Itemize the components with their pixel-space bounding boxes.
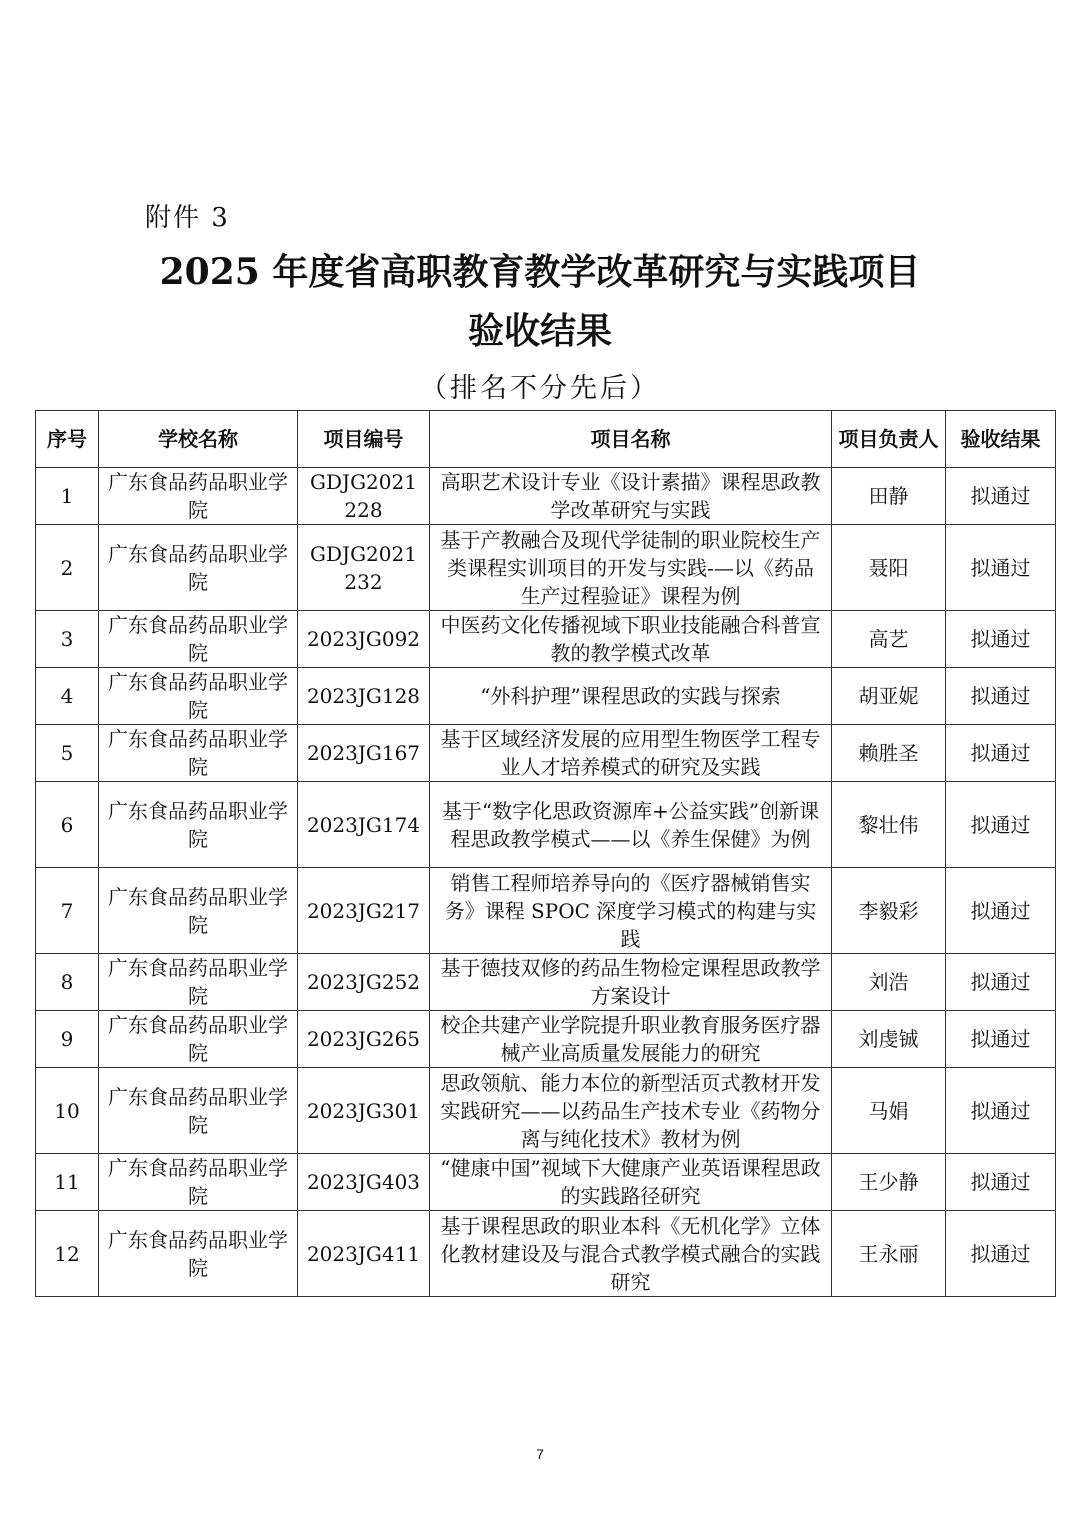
cell-result: 拟通过 bbox=[946, 725, 1056, 782]
cell-result: 拟通过 bbox=[946, 868, 1056, 954]
cell-school: 广东食品药品职业学院 bbox=[99, 868, 298, 954]
document-title-line1: 2025 年度省高职教育教学改革研究与实践项目 bbox=[159, 251, 921, 293]
cell-school: 广东食品药品职业学院 bbox=[99, 1068, 298, 1154]
cell-no: 12 bbox=[36, 1211, 99, 1297]
table-row bbox=[36, 1154, 1056, 1211]
cell-result: 拟通过 bbox=[946, 1154, 1056, 1211]
table-row bbox=[36, 468, 1056, 525]
cell-code: 2023JG092 bbox=[298, 611, 430, 668]
cell-leader: 马娟 bbox=[832, 1068, 946, 1154]
cell-project-name: “外科护理”课程思政的实践与探索 bbox=[430, 668, 832, 725]
cell-code: 2023JG174 bbox=[298, 782, 430, 868]
cell-no: 5 bbox=[36, 725, 99, 782]
header-result: 验收结果 bbox=[946, 411, 1056, 468]
cell-leader: 胡亚妮 bbox=[832, 668, 946, 725]
cell-leader: 王永丽 bbox=[832, 1211, 946, 1297]
cell-result: 拟通过 bbox=[946, 525, 1056, 611]
table-row bbox=[36, 668, 1056, 725]
cell-leader: 李毅彩 bbox=[832, 868, 946, 954]
cell-no: 3 bbox=[36, 611, 99, 668]
cell-code: 2023JG403 bbox=[298, 1154, 430, 1211]
cell-no: 4 bbox=[36, 668, 99, 725]
page-number: 7 bbox=[536, 1446, 544, 1462]
cell-result: 拟通过 bbox=[946, 668, 1056, 725]
cell-code: GDJG2021228 bbox=[298, 468, 430, 525]
cell-code: 2023JG411 bbox=[298, 1211, 430, 1297]
cell-no: 9 bbox=[36, 1011, 99, 1068]
table-row bbox=[36, 611, 1056, 668]
cell-no: 10 bbox=[36, 1068, 99, 1154]
cell-result: 拟通过 bbox=[946, 1011, 1056, 1068]
cell-leader: 黎壮伟 bbox=[832, 782, 946, 868]
cell-school: 广东食品药品职业学院 bbox=[99, 1154, 298, 1211]
cell-project-name: 基于区域经济发展的应用型生物医学工程专业人才培养模式的研究及实践 bbox=[430, 725, 832, 782]
cell-leader: 高艺 bbox=[832, 611, 946, 668]
header-no: 序号 bbox=[36, 411, 99, 468]
table-row bbox=[36, 954, 1056, 1011]
attachment-label: 附件 3 bbox=[145, 203, 230, 233]
cell-code: 2023JG301 bbox=[298, 1068, 430, 1154]
cell-code: 2023JG217 bbox=[298, 868, 430, 954]
cell-school: 广东食品药品职业学院 bbox=[99, 611, 298, 668]
cell-code: GDJG2021232 bbox=[298, 525, 430, 611]
table-row bbox=[36, 1011, 1056, 1068]
table-row bbox=[36, 868, 1056, 954]
cell-leader: 赖胜圣 bbox=[832, 725, 946, 782]
cell-result: 拟通过 bbox=[946, 1211, 1056, 1297]
cell-result: 拟通过 bbox=[946, 782, 1056, 868]
cell-project-name: 思政领航、能力本位的新型活页式教材开发实践研究——以药品生产技术专业《药物分离与纯化技术》教材为例 bbox=[430, 1068, 832, 1154]
header-code: 项目编号 bbox=[298, 411, 430, 468]
cell-leader: 刘虔铖 bbox=[832, 1011, 946, 1068]
table-row bbox=[36, 782, 1056, 868]
cell-project-name: 校企共建产业学院提升职业教育服务医疗器械产业高质量发展能力的研究 bbox=[430, 1011, 832, 1068]
cell-school: 广东食品药品职业学院 bbox=[99, 782, 298, 868]
table-row bbox=[36, 1211, 1056, 1297]
cell-school: 广东食品药品职业学院 bbox=[99, 954, 298, 1011]
cell-school: 广东食品药品职业学院 bbox=[99, 1011, 298, 1068]
cell-leader: 田静 bbox=[832, 468, 946, 525]
header-leader: 项目负责人 bbox=[832, 411, 946, 468]
cell-project-name: 高职艺术设计专业《设计素描》课程思政教学改革研究与实践 bbox=[430, 468, 832, 525]
cell-school: 广东食品药品职业学院 bbox=[99, 668, 298, 725]
table-row bbox=[36, 725, 1056, 782]
cell-no: 1 bbox=[36, 468, 99, 525]
cell-result: 拟通过 bbox=[946, 468, 1056, 525]
table-header-row bbox=[36, 411, 1056, 468]
cell-no: 8 bbox=[36, 954, 99, 1011]
cell-school: 广东食品药品职业学院 bbox=[99, 1211, 298, 1297]
cell-project-name: 基于德技双修的药品生物检定课程思政教学方案设计 bbox=[430, 954, 832, 1011]
cell-school: 广东食品药品职业学院 bbox=[99, 525, 298, 611]
cell-result: 拟通过 bbox=[946, 954, 1056, 1011]
cell-code: 2023JG128 bbox=[298, 668, 430, 725]
cell-leader: 聂阳 bbox=[832, 525, 946, 611]
cell-project-name: “健康中国”视域下大健康产业英语课程思政的实践路径研究 bbox=[430, 1154, 832, 1211]
cell-code: 2023JG265 bbox=[298, 1011, 430, 1068]
cell-result: 拟通过 bbox=[946, 1068, 1056, 1154]
results-table bbox=[35, 410, 1056, 1297]
cell-school: 广东食品药品职业学院 bbox=[99, 468, 298, 525]
cell-code: 2023JG167 bbox=[298, 725, 430, 782]
table-row bbox=[36, 1068, 1056, 1154]
cell-project-name: 中医药文化传播视域下职业技能融合科普宣教的教学模式改革 bbox=[430, 611, 832, 668]
cell-leader: 王少静 bbox=[832, 1154, 946, 1211]
cell-project-name: 基于“数字化思政资源库+公益实践”创新课程思政教学模式——以《养生保健》为例 bbox=[430, 782, 832, 868]
cell-no: 11 bbox=[36, 1154, 99, 1211]
cell-project-name: 基于产教融合及现代学徒制的职业院校生产类课程实训项目的开发与实践-—以《药品生产过程验证》课程为例 bbox=[430, 525, 832, 611]
cell-project-name: 销售工程师培养导向的《医疗器械销售实务》课程 SPOC 深度学习模式的构建与实践 bbox=[430, 868, 832, 954]
cell-project-name: 基于课程思政的职业本科《无机化学》立体化教材建设及与混合式教学模式融合的实践研究 bbox=[430, 1211, 832, 1297]
document-title-line2: 验收结果 bbox=[467, 310, 612, 352]
cell-code: 2023JG252 bbox=[298, 954, 430, 1011]
cell-no: 2 bbox=[36, 525, 99, 611]
cell-school: 广东食品药品职业学院 bbox=[99, 725, 298, 782]
cell-result: 拟通过 bbox=[946, 611, 1056, 668]
cell-no: 7 bbox=[36, 868, 99, 954]
header-school: 学校名称 bbox=[99, 411, 298, 468]
document-subtitle: （排名不分先后） bbox=[420, 373, 660, 404]
cell-no: 6 bbox=[36, 782, 99, 868]
table-row bbox=[36, 525, 1056, 611]
cell-leader: 刘浩 bbox=[832, 954, 946, 1011]
header-name: 项目名称 bbox=[430, 411, 832, 468]
